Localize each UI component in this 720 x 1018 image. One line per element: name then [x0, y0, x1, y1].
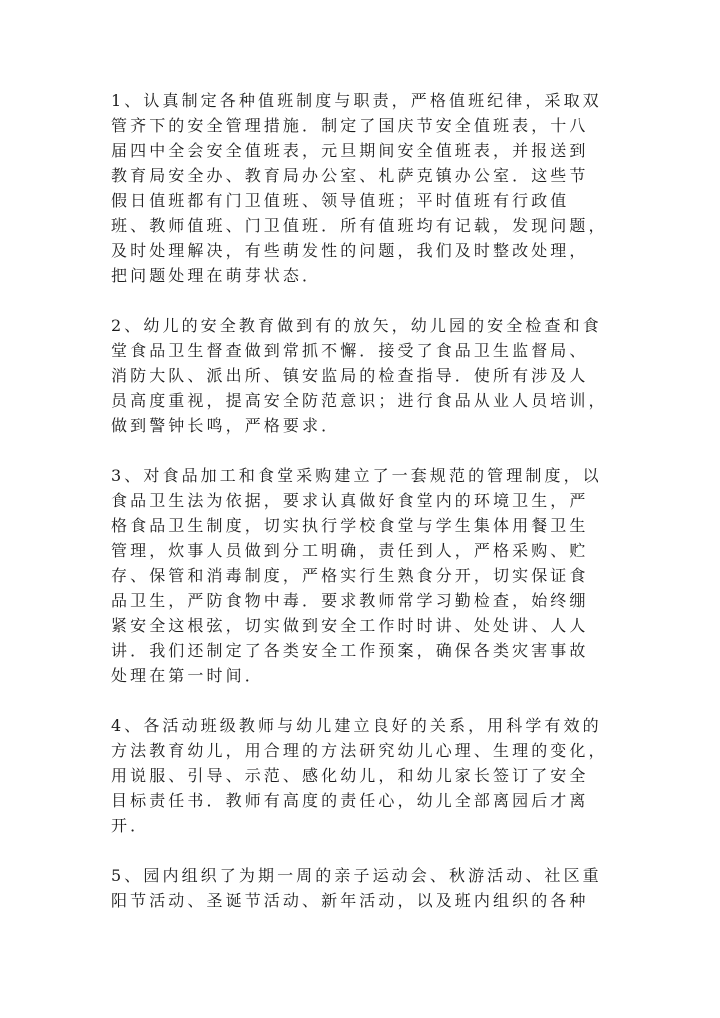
- text-line: 堂食品卫生督查做到常抓不懈．接受了食品卫生监督局、: [111, 341, 589, 360]
- text-line: 紧安全这根弦，切实做到安全工作时时讲、处处讲、人人: [111, 616, 589, 635]
- paragraph-1-duty-system: [111, 88, 631, 288]
- document-body: [111, 88, 631, 913]
- text-line: 方法教育幼儿，用合理的方法研究幼儿心理、生理的变化，: [111, 741, 608, 760]
- text-line: 及时处理解决，有些萌发性的问题，我们及时整改处理，: [111, 241, 589, 260]
- text-line: 品卫生，严防食物中毒．要求教师常学习勤检查，始终绷: [111, 591, 589, 610]
- text-line: 员高度重视，提高安全防范意识；进行食品从业人员培训，: [111, 391, 608, 410]
- text-line: 5、园内组织了为期一周的亲子运动会、秋游活动、社区重: [111, 866, 602, 885]
- text-line: 教育局安全办、教育局办公室、札萨克镇办公室．这些节: [111, 166, 589, 185]
- text-line: 3、对食品加工和食堂采购建立了一套规范的管理制度，以: [111, 466, 602, 485]
- text-line: 讲．我们还制定了各类安全工作预案，确保各类灾害事故: [111, 641, 589, 660]
- paragraph-4-teacher-relations: [111, 713, 631, 838]
- text-line: 格食品卫生制度，切实执行学校食堂与学生集体用餐卫生: [111, 516, 589, 535]
- text-line: 开．: [111, 816, 150, 835]
- text-line: 用说服、引导、示范、感化幼儿，和幼儿家长签订了安全: [111, 766, 589, 785]
- paragraph-3-food-safety: [111, 463, 631, 688]
- paragraph-5-activities: [111, 863, 631, 913]
- text-line: 存、保管和消毒制度，严格实行生熟食分开，切实保证食: [111, 566, 589, 585]
- text-line: 假日值班都有门卫值班、领导值班；平时值班有行政值: [111, 191, 570, 210]
- text-line: 2、幼儿的安全教育做到有的放矢，幼儿园的安全检查和食: [111, 316, 602, 335]
- text-line: 消防大队、派出所、镇安监局的检查指导．使所有涉及人: [111, 366, 589, 385]
- paragraph-2-safety-education: [111, 313, 631, 438]
- text-line: 4、各活动班级教师与幼儿建立良好的关系，用科学有效的: [111, 716, 602, 735]
- text-line: 管理，炊事人员做到分工明确，责任到人，严格采购、贮: [111, 541, 589, 560]
- text-line: 把问题处理在萌芽状态．: [111, 266, 322, 285]
- text-line: 做到警钟长鸣，严格要求．: [111, 416, 341, 435]
- text-line: 目标责任书．教师有高度的责任心，幼儿全部离园后才离: [111, 791, 589, 810]
- text-line: 管齐下的安全管理措施．制定了国庆节安全值班表，十八: [111, 116, 589, 135]
- text-line: 食品卫生法为依据，要求认真做好食堂内的环境卫生，严: [111, 491, 589, 510]
- text-line: 阳节活动、圣诞节活动、新年活动，以及班内组织的各种: [111, 891, 589, 910]
- text-line: 班、教师值班、门卫值班．所有值班均有记载，发现问题，: [111, 216, 608, 235]
- text-line: 处理在第一时间．: [111, 666, 264, 685]
- text-line: 1、认真制定各种值班制度与职责，严格值班纪律，采取双: [111, 91, 602, 110]
- text-line: 届四中全会安全值班表，元旦期间安全值班表，并报送到: [111, 141, 589, 160]
